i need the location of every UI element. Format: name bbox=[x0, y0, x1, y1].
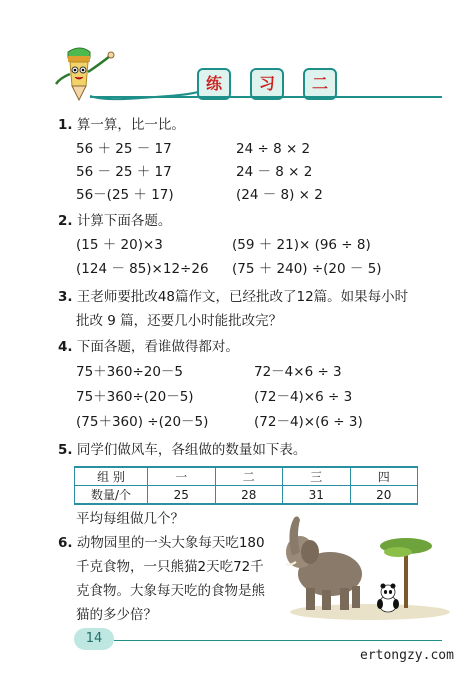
p1-right-3: (24 － 8) × 2 bbox=[236, 187, 323, 203]
title-char-1: 练 bbox=[197, 68, 231, 100]
title-char-2: 习 bbox=[250, 68, 284, 100]
table-cell: 28 bbox=[215, 486, 283, 505]
p4-right-2: (72－4)×6 ÷ 3 bbox=[254, 389, 353, 405]
p2-row1-right: (59 ＋ 21)× (96 ÷ 8) bbox=[232, 237, 371, 253]
problem-prompt: 下面各题，看谁做得都对。 bbox=[76, 339, 239, 355]
problem-3 bbox=[58, 288, 408, 306]
elephant-panda-illustration bbox=[270, 512, 450, 622]
problem-5-question: 平均每组做几个？ bbox=[76, 511, 184, 527]
p2-row1-left: (15 ＋ 20)×3 bbox=[76, 237, 163, 253]
p4-left-2: 75＋360÷(20－5) bbox=[76, 389, 194, 405]
table-row bbox=[75, 486, 418, 505]
pencil-mascot-icon bbox=[50, 42, 120, 104]
problem-prompt: 算一算，比一比。 bbox=[76, 117, 185, 133]
problem-5 bbox=[58, 441, 306, 459]
title-char-3: 二 bbox=[303, 68, 337, 100]
problem-number: 6. bbox=[58, 535, 73, 551]
watermark: ertongzy.com bbox=[360, 648, 454, 663]
p1-left-2: 56 － 25 ＋ 17 bbox=[76, 164, 172, 180]
problem-line-1: 动物园里的一头大象每天吃180 bbox=[76, 535, 265, 551]
problem-6 bbox=[58, 534, 265, 552]
problem-prompt: 计算下面各题。 bbox=[76, 213, 172, 229]
table-cell: 二 bbox=[215, 467, 283, 486]
table-cell: 一 bbox=[148, 467, 216, 486]
p4-right-3: (72－4)×(6 ÷ 3) bbox=[254, 414, 363, 430]
problem-number: 1. bbox=[58, 117, 73, 133]
page-number: 14 bbox=[74, 628, 114, 650]
table-cell: 四 bbox=[350, 467, 418, 486]
problem-prompt: 同学们做风车，各组做的数量如下表。 bbox=[76, 442, 307, 458]
problem-number: 5. bbox=[58, 442, 73, 458]
problem-line-1: 王老师要批改48篇作文，已经批改了12篇。如果每小时 bbox=[76, 289, 409, 305]
table-cell: 31 bbox=[283, 486, 351, 505]
problem-4 bbox=[58, 338, 239, 356]
problem-6-line-4: 猫的多少倍？ bbox=[76, 607, 157, 623]
p1-right-2: 24 － 8 × 2 bbox=[236, 164, 313, 180]
problem-number: 3. bbox=[58, 289, 73, 305]
p2-row2-right: (75 ＋ 240) ÷(20 － 5) bbox=[232, 261, 382, 277]
table-cell: 三 bbox=[283, 467, 351, 486]
p4-left-1: 75＋360÷20－5 bbox=[76, 364, 184, 380]
p1-left-3: 56－(25 ＋ 17) bbox=[76, 187, 174, 203]
table-header-row bbox=[75, 467, 418, 486]
problem-6-line-2: 千克食物，一只熊猫2天吃72千 bbox=[76, 559, 264, 575]
panda-icon bbox=[377, 584, 399, 613]
table-cell: 组 别 bbox=[75, 467, 148, 486]
problem-1 bbox=[58, 116, 185, 134]
windmill-table bbox=[74, 466, 418, 505]
tree-trunk-icon bbox=[404, 550, 408, 608]
footer-line bbox=[114, 640, 442, 641]
p2-row2-left: (124 － 85)×12÷26 bbox=[76, 261, 209, 277]
problem-number: 4. bbox=[58, 339, 73, 355]
problem-6-line-3: 克食物。大象每天吃的食物是熊 bbox=[76, 583, 265, 599]
header-underline bbox=[90, 96, 442, 98]
elephant-icon bbox=[286, 516, 362, 610]
table-cell: 20 bbox=[350, 486, 418, 505]
p4-right-1: 72－4×6 ÷ 3 bbox=[254, 364, 342, 380]
p1-left-1: 56 ＋ 25 － 17 bbox=[76, 141, 172, 157]
table-cell: 数量/个 bbox=[75, 486, 148, 505]
problem-number: 2. bbox=[58, 213, 73, 229]
p4-left-3: (75＋360) ÷(20－5) bbox=[76, 414, 209, 430]
table-cell: 25 bbox=[148, 486, 216, 505]
problem-2 bbox=[58, 212, 171, 230]
problem-3-line-2: 批改 9 篇，还要几小时能批改完？ bbox=[76, 313, 283, 329]
p1-right-1: 24 ÷ 8 × 2 bbox=[236, 141, 311, 157]
